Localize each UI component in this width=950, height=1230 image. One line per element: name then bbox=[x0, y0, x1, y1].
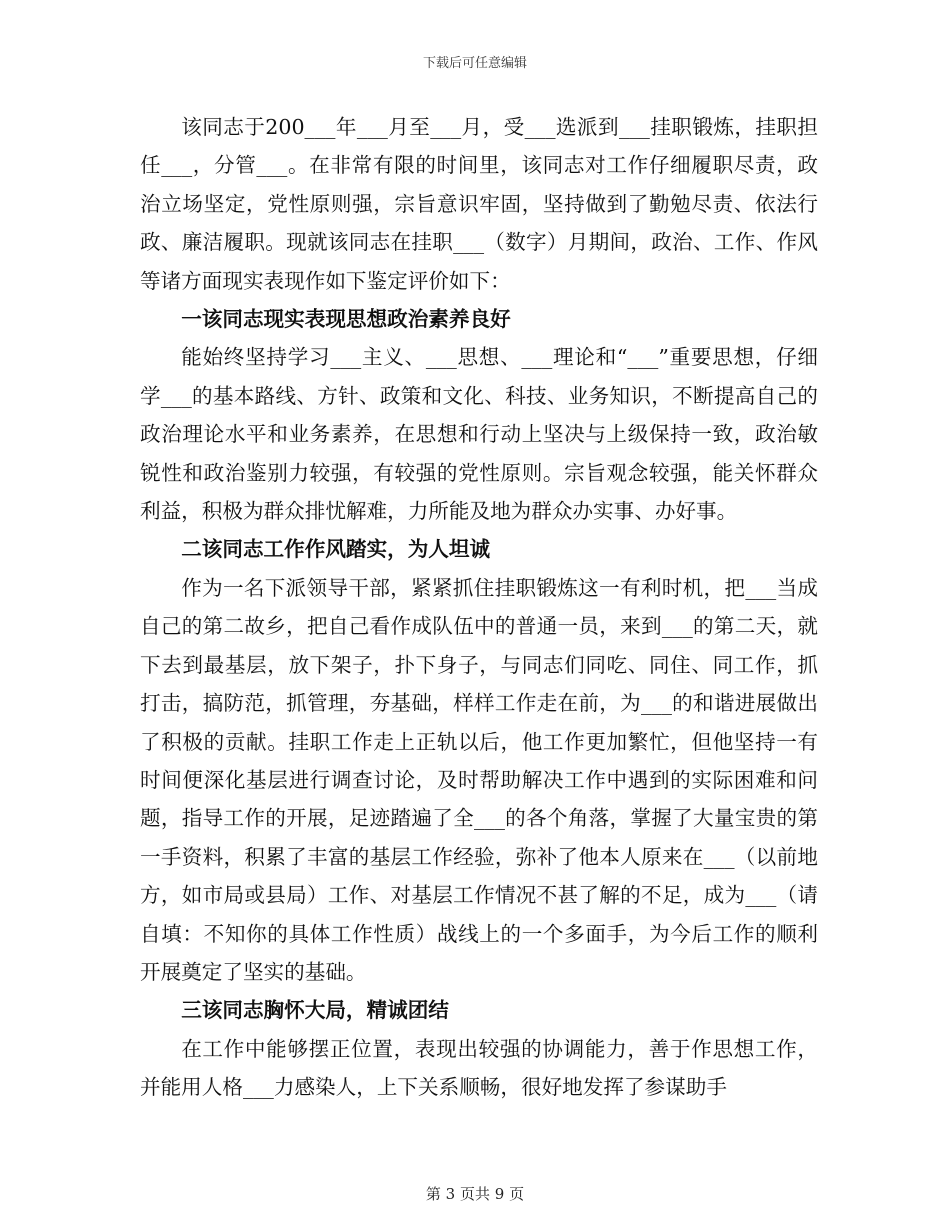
section-3-paragraph: 在工作中能够摆正位置，表现出较强的协调能力，善于作思想工作，并能用人格___力感染人，上下关系顺畅，很好地发挥了参谋助手 bbox=[140, 1036, 818, 1100]
intro-paragraph: 该同志于200___年___月至___月，受___选派到___挂职锻炼，挂职担任___，分管___。在非常有限的时间里，该同志对工作仔细履职尽责，政治立场坚定，党性原则强，宗旨意识牢固，坚持做到了勤勉尽责、依法行政、廉洁履职。现就该同志在挂职___（数字）月期间，政治、工作、作风等诸方面现实表现作如下鉴定评价如下： bbox=[140, 115, 818, 293]
section-1-heading: 一该同志现实表现思想政治素养良好 bbox=[181, 307, 511, 332]
section-1-paragraph: 能始终坚持学习___主义、___思想、___理论和“___”重要思想，仔细学___的基本路线、方针、政策和文化、科技、业务知识，不断提高自己的政治理论水平和业务素养，在思想和行动上坚决与上级保持一致，政治敏锐性和政治鉴别力较强，有较强的党性原则。宗旨观念较强，能关怀群众利益，积极为群众排忧解难，力所能及地为群众办实事、办好事。 bbox=[140, 345, 818, 524]
section-3-heading: 三该同志胸怀大局，精诚团结 bbox=[181, 998, 449, 1023]
section-2-heading: 二该同志工作作风踏实，为人坦诚 bbox=[181, 537, 491, 562]
document-body bbox=[140, 108, 818, 1107]
page-number-footer: 第 3 页共 9 页 bbox=[425, 1185, 525, 1203]
section-2-paragraph: 作为一名下派领导干部，紧紧抓住挂职锻炼这一有利时机，把___当成自己的第二故乡，把自己看作成队伍中的普通一员，来到___的第二天，就下去到最基层，放下架子，扑下身子，与同志们同吃、同住、同工作，抓打击，搞防范，抓管理，夯基础，样样工作走在前，为___的和谐进展做出了积极的贡献。挂职工作走上正轨以后，他工作更加繁忙，但他坚持一有时间便深化基层进行调查讨论，及时帮助解决工作中遇到的实际困难和问题，指导工作的开展，足迹踏遍了全___的各个角落，掌握了大量宝贵的第一手资料，积累了丰富的基层工作经验，弥补了他本人原来在___（以前地方，如市局或县局）工作、对基层工作情况不甚了解的不足，成为___（请自填：不知你的具体工作性质）战线上的一个多面手，为今后工作的顺利开展奠定了坚实的基础。 bbox=[140, 575, 818, 984]
page-header: 下载后可任意编辑 bbox=[422, 56, 527, 71]
